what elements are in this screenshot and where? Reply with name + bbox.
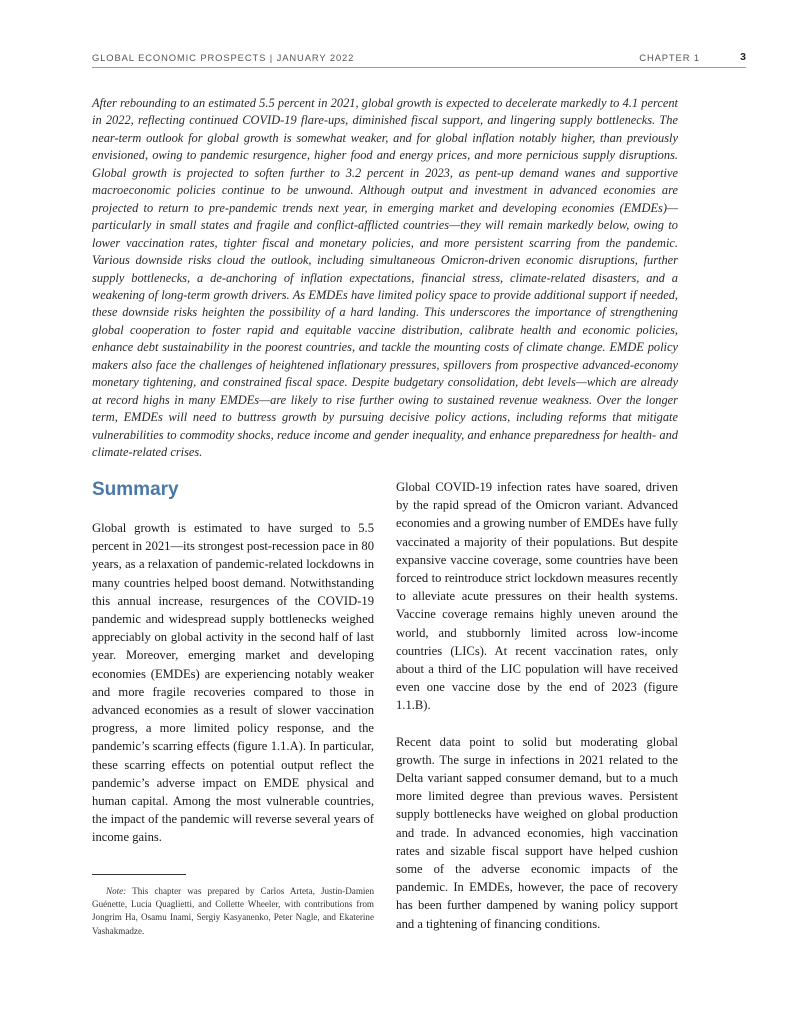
section-title: Summary <box>92 479 179 500</box>
running-title: GLOBAL ECONOMIC PROSPECTS | JANUARY 2022 <box>92 52 355 63</box>
chapter-abstract: After rebounding to an estimated 5.5 percent in 2021, global growth is expected to decelerate markedly to 4.1 percent in 2022, reflecting continued COVID-19 flare-ups, diminished fiscal support, and lingering supply bottlenecks. The near-term outlook for global growth is somewhat weaker, and for global inflation notably higher, than previously envisioned, owing to pandemic resurgence, higher food and energy prices, and more pernicious supply disruptions. Global growth is projected to soften further to 3.2 percent in 2023, as pent-up demand wanes and supportive macroeconomic policies continue to be unwound. Although output and investment in advanced economies are projected to return to pre-pandemic trends next year, in emerging market and developing economies (EMDEs)—particularly in small states and fragile and conflict-afflicted countries—they will remain markedly below, owing to lower vaccination rates, tighter fiscal and monetary policies, and more persistent scarring from the pandemic. Various downside risks cloud the outlook, including simultaneous Omicron-driven economic disruptions, further supply bottlenecks, a de-anchoring of inflation expectations, financial stress, climate-related disasters, and a weakening of long-term growth drivers. As EMDEs have limited policy space to provide additional support if needed, these downside risks heighten the possibility of a hard landing. This underscores the importance of strengthening global cooperation to foster rapid and equitable vaccine distribution, calibrate health and economic policies, enhance debt sustainability in the poorest countries, and tackle the mounting costs of climate change. EMDE policy makers also face the challenges of heightened inflationary pressures, spillovers from prospective advanced-economy monetary tightening, and constrained fiscal space. Despite budgetary consolidation, debt levels—which are already at record highs in many EMDEs—are likely to rise further owing to sustained revenue weakness. Over the longer term, EMDEs will need to buttress growth by pursuing decisive policy actions, including reforms that mitigate vulnerabilities to commodity shocks, reduce income and gender inequality, and enhance preparedness for health- and climate-related crises. <box>92 96 678 460</box>
body-paragraph: Global COVID-19 infection rates have soared, driven by the rapid spread of the Omicron variant. Advanced economies and a growing number of EMDEs have fully vaccinated a majority of their populations. But despite expansive vaccine coverage, some countries have been forced to reintroduce strict lockdown measures recently to alleviate acute pressures on their health systems. Vaccine coverage remains highly uneven around the world, and stubbornly limited across low-income countries (LICs). At recent vaccination rates, only about a third of the LIC population will have received even one vaccine dose by the end of 2023 (figure 1.1.B). <box>396 480 678 713</box>
footnote-rule <box>92 874 186 875</box>
footnote-label: Note: <box>106 886 127 896</box>
right-column <box>396 478 678 933</box>
body-paragraph: Recent data point to solid but moderating global growth. The surge in infections in 2021 related to the Delta variant sapped consumer demand, but to a much more limited degree than previous waves. Persistent supply bottlenecks have weighed on global production and trade. In advanced economies, high vaccination rates and sizable fiscal support have helped cushion some of the adverse economic impacts of the pandemic. In EMDEs, however, the pace of recovery has been further dampened by waning policy support and a tightening of financing conditions. <box>396 734 678 931</box>
footnote <box>92 885 374 938</box>
running-header <box>92 52 746 66</box>
body-paragraph: Global growth is estimated to have surged to 5.5 percent in 2021—its strongest post-recession pace in 80 years, as a relaxation of pandemic-related lockdowns in many countries helped boost demand. Notwithstanding this annual increase, resurgences of the COVID-19 pandemic and widespread supply bottlenecks weighed appreciably on global activity in the second half of last year. Moreover, emerging market and developing economies (EMDEs) are experiencing notably weaker and more fragile recoveries compared to those in advanced economies as a result of slower vaccination progress, a more limited policy response, and the pandemic’s scarring effects (figure 1.1.A). In particular, these scarring effects on potential output reflect the pandemic’s adverse impact on EMDE physical and human capital. Among the most vulnerable countries, the impact of the pandemic will reverse several years of income gains. <box>92 521 374 845</box>
header-rule <box>92 67 746 68</box>
page-number: 3 <box>740 51 746 63</box>
chapter-label: CHAPTER 1 <box>639 52 700 63</box>
left-column <box>92 478 374 847</box>
footnote-text: This chapter was prepared by Carlos Arteta, Justin-Damien Guénette, Lucia Quaglietti, and Collette Wheeler, with contributions from Jongrim Ha, Osamu Inami, Sergiy Kasyanenko, Peter Nagle, and Ekaterine Vashakmadze. <box>92 886 374 936</box>
